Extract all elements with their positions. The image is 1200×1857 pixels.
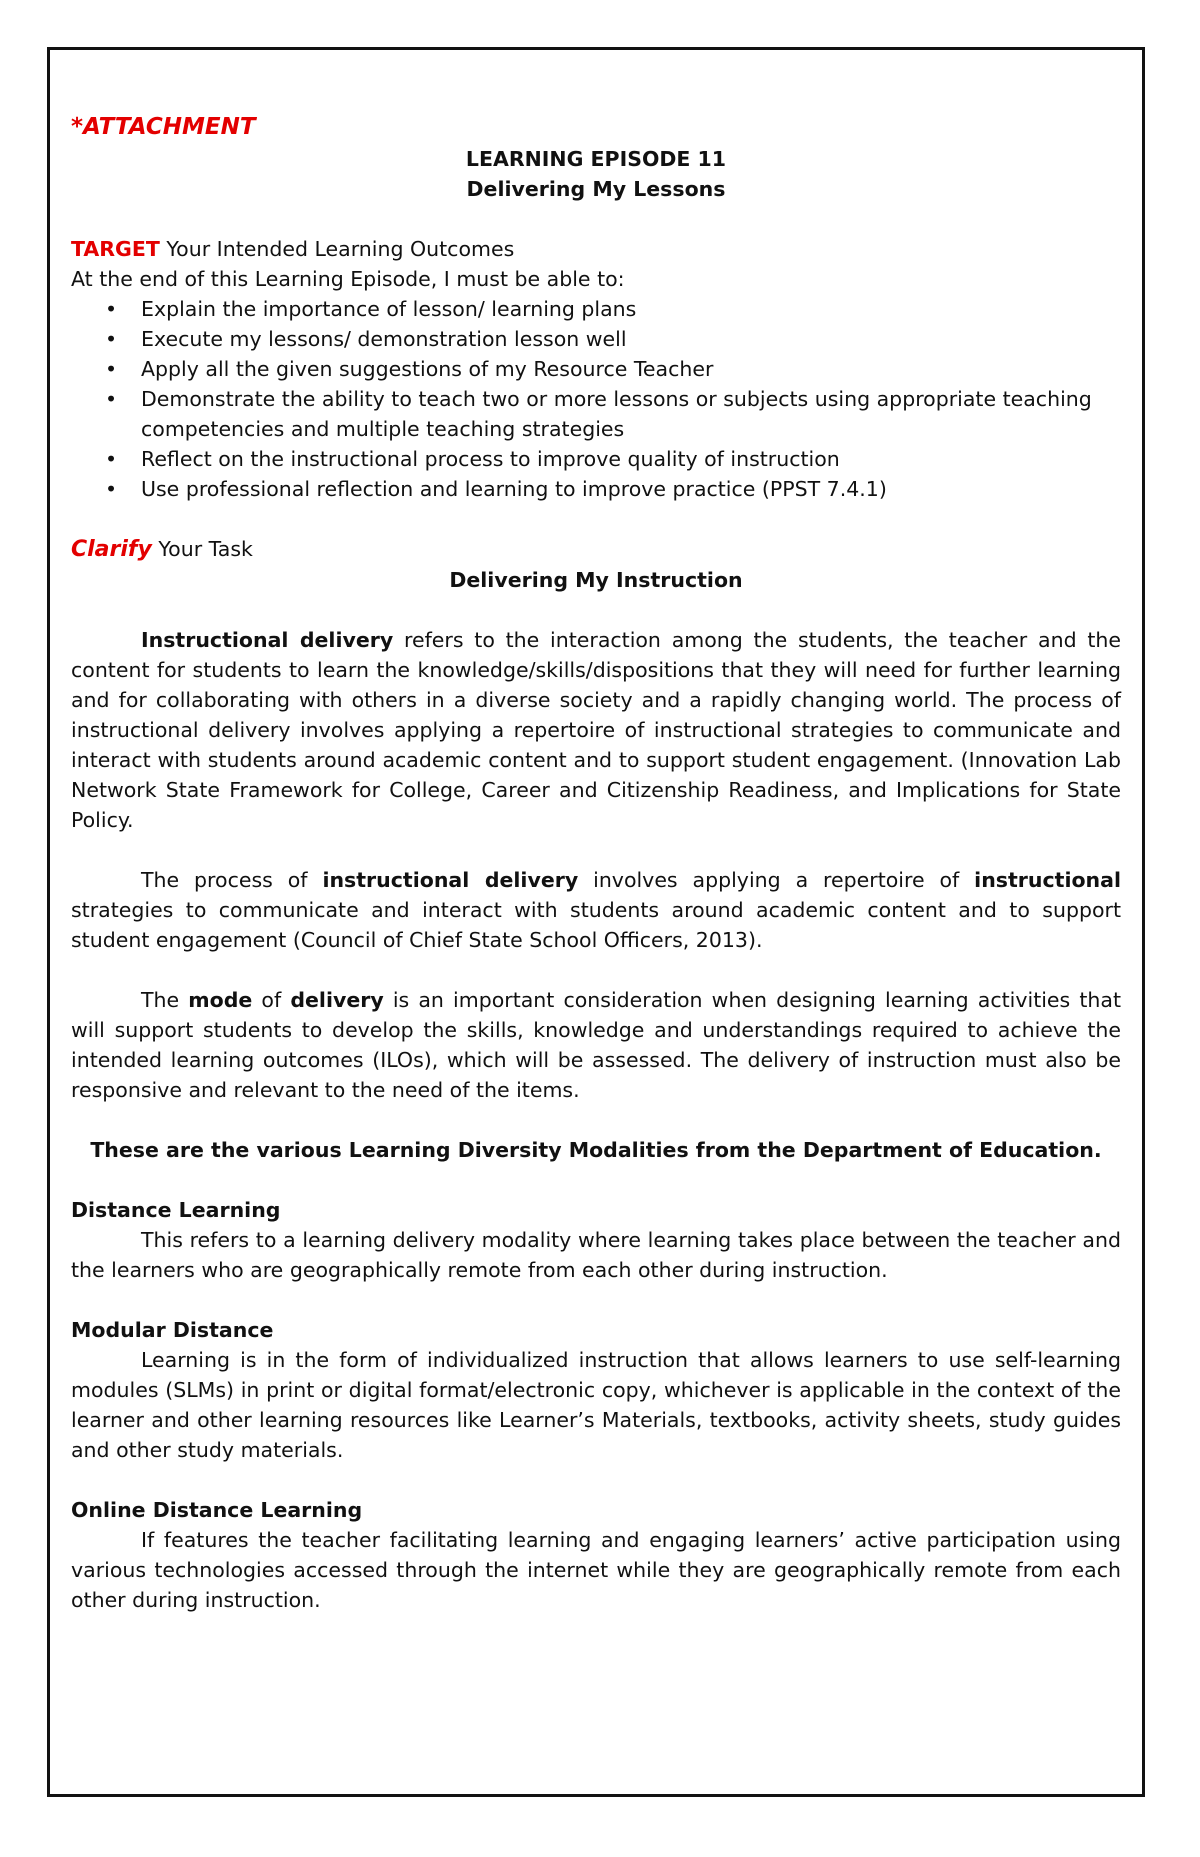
- paragraph-process: The process of instructional delivery involves applying a repertoire of instructional strategies to communicate and interact with students around academic content and to support student engagement (Council of Chief State School Officers, 2013).: [71, 868, 1122, 952]
- list-item: • Execute my lessons/ demonstration lesson well: [141, 324, 1121, 354]
- target-label: TARGET: [71, 237, 160, 261]
- modality-text: This refers to a learning delivery modality where learning takes place between the teacher and the learners who are geographically remote from each other during instruction.: [71, 1228, 1121, 1282]
- modality-text: If features the teacher facilitating learning and engaging learners’ active participation using various technologies accessed through the internet while they are geographically remote from each other during instruction.: [71, 1528, 1121, 1612]
- modality-title: Distance Learning: [71, 1198, 281, 1222]
- modalities-heading: These are the various Learning Diversity Modalities from the Department of Education.: [90, 1138, 1102, 1162]
- episode-title: LEARNING EPISODE 11: [465, 147, 727, 171]
- list-item: • Explain the importance of lesson/ learning plans: [141, 294, 1121, 324]
- outcomes-list: [71, 294, 1121, 504]
- list-item: • Reflect on the instructional process to improve quality of instruction: [141, 444, 1121, 474]
- list-item: • Demonstrate the ability to teach two or more lessons or subjects using appropriate teaching competencies and multiple teaching strategies: [141, 384, 1121, 444]
- bullet-icon: •: [105, 357, 118, 381]
- list-item: • Apply all the given suggestions of my Resource Teacher: [141, 354, 1121, 384]
- modality-title: Modular Distance: [71, 1318, 274, 1342]
- clarify-label: Clarify: [71, 537, 152, 562]
- document-body: [71, 112, 1121, 1615]
- bullet-icon: •: [105, 447, 118, 471]
- target-intro: At the end of this Learning Episode, I must be able to:: [71, 267, 625, 291]
- clarify-heading-text: Your Task: [151, 537, 253, 561]
- bullet-icon: •: [105, 327, 118, 351]
- bullet-icon: •: [105, 297, 118, 321]
- modality-title: Online Distance Learning: [71, 1498, 363, 1522]
- modality-text: Learning is in the form of individualized instruction that allows learners to use self-learning modules (SLMs) in print or digital format/electronic copy, whichever is applicable in the context of the learner and other learning resources like Learner’s Materials, textbooks, activity sheets, study guides and other study materials.: [71, 1348, 1121, 1462]
- paragraph-mode-of-delivery: The mode of delivery is an important consideration when designing learning activities that will support students to develop the skills, knowledge and understandings required to achieve the intended learning outcomes (ILOs), which will be assessed. The delivery of instruction must also be responsive and relevant to the need of the items.: [71, 988, 1121, 1102]
- target-heading-text: Your Intended Learning Outcomes: [159, 237, 515, 261]
- target-heading: [71, 234, 1121, 264]
- attachment-label: *ATTACHMENT: [71, 114, 256, 140]
- bullet-icon: •: [105, 477, 118, 501]
- bullet-icon: •: [105, 387, 118, 411]
- clarify-heading: [71, 534, 1121, 565]
- list-item: • Use professional reflection and learning to improve practice (PPST 7.4.1): [141, 474, 1121, 504]
- paragraph-instructional-delivery: Instructional delivery refers to the interaction among the students, the teacher and the content for students to learn the knowledge/skills/dispositions that they will need for further learning and for collaborating with others in a diverse society and a rapidly changing world. The process of instructional delivery involves applying a repertoire of instructional strategies to communicate and interact with students around academic content and to support student engagement. (Innovation Lab Network State Framework for College, Career and Citizenship Readiness, and Implications for State Policy.: [71, 628, 1121, 832]
- section-title: Delivering My Instruction: [449, 568, 743, 592]
- episode-subtitle: Delivering My Lessons: [466, 177, 726, 201]
